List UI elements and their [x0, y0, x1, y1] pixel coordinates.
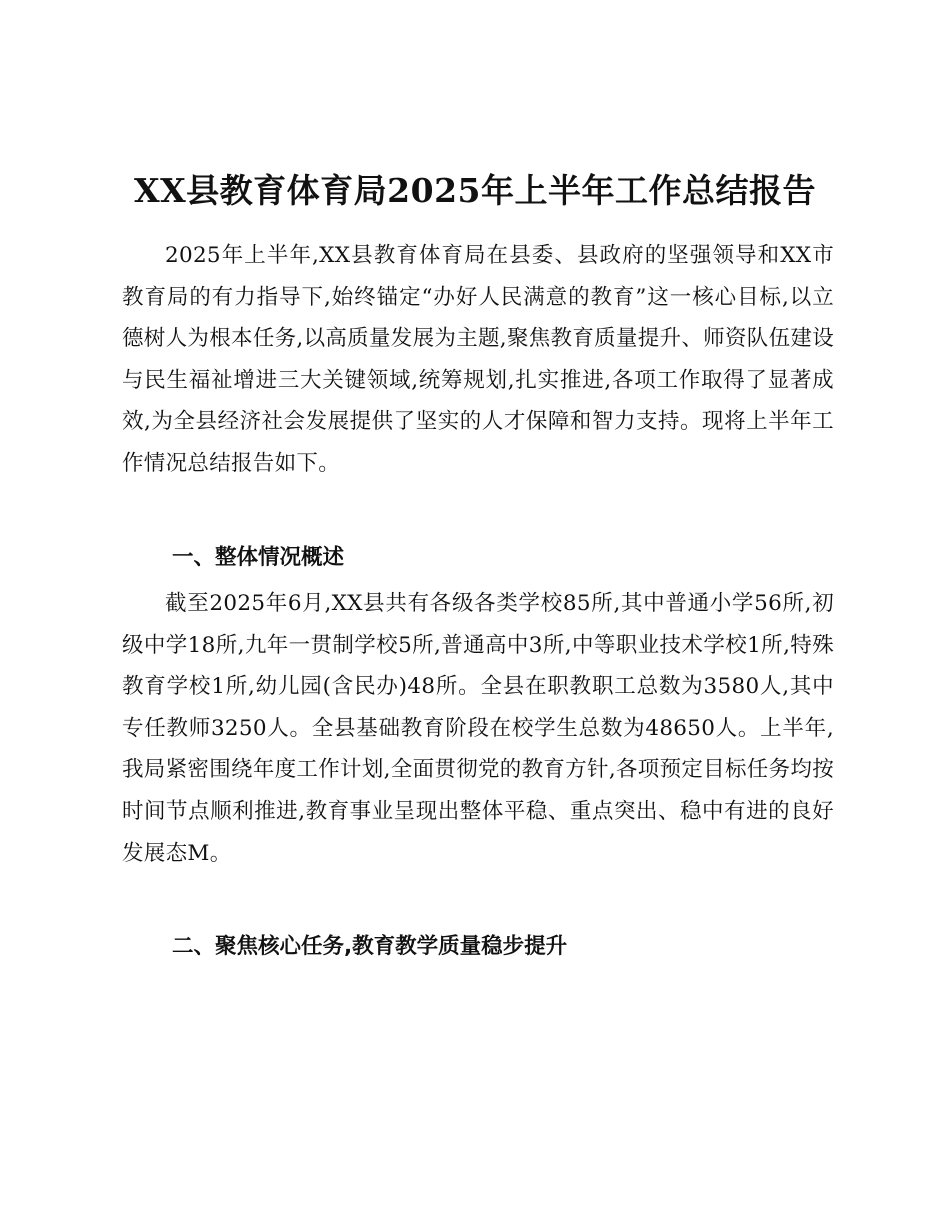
- document-title: XX县教育体育局2025年上半年工作总结报告: [133, 171, 817, 210]
- overview-paragraph: 截至2025年6月,XX县共有各级各类学校85所,其中普通小学56所,初级中学18所,九年一贯制学校5所,普通高中3所,中等职业技术学校1所,特殊教育学校1所,幼儿园(含民办)48所。全县在职教职工总数为3580人,其中专任教师3250人。全县基础教育阶段在校学生总数为48650人。上半年,我局紧密围绕年度工作计划,全面贯彻党的教育方针,各项预定目标任务均按时间节点顺利推进,教育事业呈现出整体平稳、重点突出、稳中有进的良好发展态M。: [122, 591, 834, 866]
- intro-paragraph: 2025年上半年,XX县教育体育局在县委、县政府的坚强领导和XX市教育局的有力指导下,始终锚定“办好人民满意的教育”这一核心目标,以立德树人为根本任务,以高质量发展为主题,聚焦教育质量提升、师资队伍建设与民生福祉增进三大关键领域,统筹规划,扎实推进,各项工作取得了显著成效,为全县经济社会发展提供了坚实的人才保障和智力支持。现将上半年工作情况总结报告如下。: [122, 243, 834, 476]
- section-heading-core-tasks: 二、聚焦核心任务,教育教学质量稳步提升: [172, 934, 568, 959]
- section-heading-overview: 一、整体情况概述: [172, 545, 345, 570]
